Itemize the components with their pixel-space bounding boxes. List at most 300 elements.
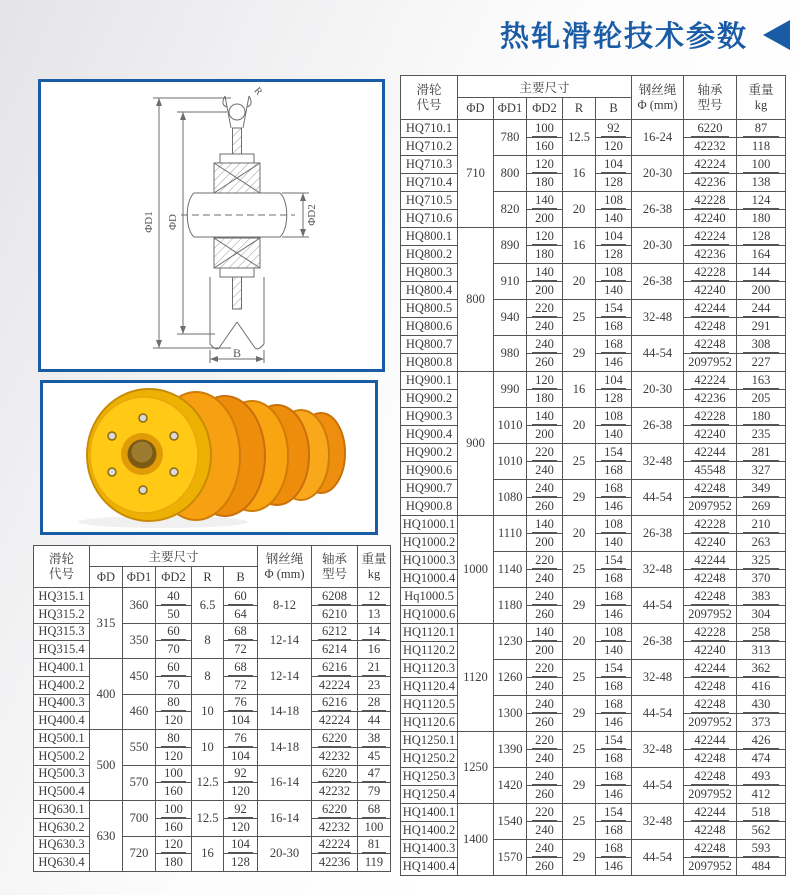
cell-b: 168 [596,696,632,714]
cell-d: 1250 [458,732,494,804]
cell-rope: 14-18 [258,730,312,766]
table-row [401,228,786,246]
cell-weight: 68 [358,801,391,819]
pulley-section-drawing-box [38,79,385,372]
cell-bearing: 2097952 [684,786,737,804]
cell-d2: 100 [156,765,192,783]
cell-weight: 263 [737,534,786,552]
cell-d1: 1540 [494,804,527,840]
cell-weight: 304 [737,606,786,624]
cell-bearing: 6216 [312,694,358,712]
table-row [34,588,391,606]
cell-code: HQ1400.2 [401,822,458,840]
cell-bearing: 6210 [312,605,358,623]
cell-d2: 60 [156,623,192,641]
cell-d2: 100 [527,120,563,138]
cell-bearing: 42248 [684,768,737,786]
cell-code: HQ710.2 [401,138,458,156]
cell-bearing: 42236 [684,174,737,192]
cell-bearing: 42248 [684,822,737,840]
header-line: 型号 [697,97,723,112]
cell-b: 168 [596,678,632,696]
cell-d2: 220 [527,552,563,570]
cell-b: 108 [596,192,632,210]
cell-d2: 180 [527,246,563,264]
cell-weight: 118 [737,138,786,156]
cell-code: HQ1000.4 [401,570,458,588]
cell-d1: 980 [494,336,527,372]
cell-bearing: 42244 [684,300,737,318]
cell-b: 140 [596,426,632,444]
cell-b: 68 [224,659,258,677]
cell-r: 10 [192,730,224,766]
dim-label-d2: ΦD2 [306,204,318,226]
cell-weight: 518 [737,804,786,822]
cell-b: 104 [224,747,258,765]
cell-b: 140 [596,210,632,228]
page-header [500,14,790,55]
right-spec-table-wrap [400,75,785,876]
cell-weight: 13 [358,605,391,623]
cell-bearing: 42248 [684,336,737,354]
cell-d1: 700 [123,801,156,837]
cell-bearing: 42224 [684,228,737,246]
cell-code: HQ710.3 [401,156,458,174]
cell-b: 168 [596,336,632,354]
pulley-section-drawing-svg [41,82,382,369]
header-line: kg [754,97,768,112]
cell-weight: 281 [737,444,786,462]
cell-d2: 200 [527,534,563,552]
cell-rope: 26-38 [632,192,684,228]
cell-b: 76 [224,694,258,712]
cell-weight: 163 [737,372,786,390]
cell-weight: 593 [737,840,786,858]
cell-weight: 14 [358,623,391,641]
cell-r: 12.5 [192,765,224,801]
cell-rope: 20-30 [632,372,684,408]
cell-b: 120 [224,783,258,801]
cell-d2: 200 [527,426,563,444]
cell-rope: 44-54 [632,588,684,624]
cell-d1: 1300 [494,696,527,732]
header-row [34,546,391,567]
cell-weight: 45 [358,747,391,765]
cell-b: 104 [596,156,632,174]
cell-r: 25 [563,804,596,840]
cell-weight: 383 [737,588,786,606]
cell-b: 128 [596,390,632,408]
cell-r: 6.5 [192,588,224,624]
cell-b: 168 [596,588,632,606]
cell-bearing: 42248 [684,678,737,696]
cell-d1: 720 [123,836,156,872]
cell-b: 140 [596,642,632,660]
cell-d1: 550 [123,730,156,766]
cell-b: 168 [596,750,632,768]
cell-d1: 820 [494,192,527,228]
header-line: 轴承 [321,552,347,567]
cell-rope: 26-38 [632,516,684,552]
cell-bearing: 42228 [684,516,737,534]
cell-weight: 124 [737,192,786,210]
cell-bearing: 6220 [312,765,358,783]
header-line: 重量 [748,83,774,98]
cell-r: 29 [563,480,596,516]
table-row [34,694,391,712]
cell-weight: 44 [358,712,391,730]
cell-d2: 160 [156,783,192,801]
cell-code: HQ1000.1 [401,516,458,534]
cell-rope: 26-38 [632,408,684,444]
cell-code: HQ900.2 [401,444,458,462]
cell-code: HQ400.2 [34,676,90,694]
header-line: 代号 [48,566,74,581]
cell-r: 29 [563,696,596,732]
cell-bearing: 42232 [312,818,358,836]
header-line: kg [367,566,381,581]
cell-weight: 180 [737,210,786,228]
cell-weight: 426 [737,732,786,750]
cell-weight: 21 [358,659,391,677]
cell-bearing: 42228 [684,624,737,642]
cell-code: Hq1000.5 [401,588,458,606]
cell-rope: 44-54 [632,840,684,876]
cell-weight: 484 [737,858,786,876]
cell-b: 154 [596,804,632,822]
cell-weight: 81 [358,836,391,854]
cell-bearing: 2097952 [684,714,737,732]
cell-r: 25 [563,660,596,696]
cell-bearing: 42248 [684,750,737,768]
cell-b: 146 [596,354,632,372]
cell-r: 25 [563,552,596,588]
cell-d2: 260 [527,786,563,804]
cell-d2: 240 [527,570,563,588]
col-header-dim: ΦD2 [527,98,563,120]
cell-bearing: 6216 [312,659,358,677]
left-table [33,545,391,872]
cell-d2: 220 [527,660,563,678]
cell-r: 29 [563,768,596,804]
cell-bearing: 2097952 [684,498,737,516]
cell-bearing: 6214 [312,641,358,659]
cell-code: HQ900.4 [401,426,458,444]
cell-d2: 200 [527,210,563,228]
table-row [401,372,786,390]
cell-d2: 180 [156,854,192,872]
cell-weight: 327 [737,462,786,480]
cell-weight: 100 [737,156,786,174]
cell-r: 29 [563,588,596,624]
cell-d1: 890 [494,228,527,264]
col-header-rope [632,76,684,120]
cell-weight: 562 [737,822,786,840]
cell-d2: 120 [527,228,563,246]
cell-code: HQ400.3 [34,694,90,712]
col-header-dim: ΦD [458,98,494,120]
cell-rope: 16-24 [632,120,684,156]
cell-weight: 79 [358,783,391,801]
header-line: 重量 [361,552,387,567]
cell-rope: 26-38 [632,264,684,300]
cell-b: 128 [224,854,258,872]
pulley-photo-box [40,380,378,535]
cell-weight: 235 [737,426,786,444]
cell-bearing: 42240 [684,426,737,444]
cell-b: 60 [224,588,258,606]
cell-weight: 269 [737,498,786,516]
cell-code: HQ315.4 [34,641,90,659]
cell-weight: 180 [737,408,786,426]
cell-d2: 240 [527,696,563,714]
header-line: Φ (mm) [637,97,678,112]
cell-d2: 220 [527,732,563,750]
cell-b: 108 [596,624,632,642]
cell-b: 168 [596,318,632,336]
cell-bearing: 42248 [684,570,737,588]
cell-r: 16 [563,372,596,408]
cell-d2: 160 [156,818,192,836]
cell-r: 20 [563,264,596,300]
cell-d2: 260 [527,714,563,732]
cell-d: 1400 [458,804,494,876]
cell-b: 108 [596,408,632,426]
cell-code: HQ800.3 [401,264,458,282]
cell-d: 1000 [458,516,494,624]
cell-d: 400 [90,659,123,730]
cell-r: 25 [563,444,596,480]
cell-code: HQ1250.2 [401,750,458,768]
cell-bearing: 42236 [684,390,737,408]
cell-d: 630 [90,801,123,872]
table-row [401,516,786,534]
cell-r: 16 [563,228,596,264]
cell-r: 25 [563,300,596,336]
cell-d2: 260 [527,354,563,372]
cell-bearing: 42224 [312,712,358,730]
cell-rope: 26-38 [632,624,684,660]
cell-bearing: 42236 [312,854,358,872]
cell-weight: 164 [737,246,786,264]
cell-d1: 990 [494,372,527,408]
cell-r: 8 [192,659,224,695]
cell-d2: 240 [527,822,563,840]
cell-weight: 100 [358,818,391,836]
cell-rope: 20-30 [258,836,312,872]
cell-code: HQ710.6 [401,210,458,228]
cell-d2: 120 [156,836,192,854]
cell-weight: 28 [358,694,391,712]
col-header-dim: R [192,567,224,588]
cell-d1: 1260 [494,660,527,696]
cell-weight: 430 [737,696,786,714]
cell-r: 16 [192,836,224,872]
cell-d1: 1570 [494,840,527,876]
cell-b: 168 [596,768,632,786]
cell-d1: 1010 [494,444,527,480]
cell-code: HQ800.6 [401,318,458,336]
cell-weight: 16 [358,641,391,659]
cell-weight: 200 [737,282,786,300]
cell-b: 72 [224,641,258,659]
dim-label-d: ΦD [167,214,179,230]
cell-d1: 1390 [494,732,527,768]
cell-weight: 474 [737,750,786,768]
cell-rope: 32-48 [632,660,684,696]
col-header-dim: R [563,98,596,120]
cell-b: 146 [596,858,632,876]
cell-code: HQ630.3 [34,836,90,854]
cell-r: 25 [563,732,596,768]
cell-bearing: 42224 [312,676,358,694]
cell-d: 500 [90,730,123,801]
cell-d1: 1420 [494,768,527,804]
header-row [401,76,786,98]
cell-code: HQ400.1 [34,659,90,677]
cell-code: HQ1400.3 [401,840,458,858]
cell-weight: 373 [737,714,786,732]
cell-d2: 40 [156,588,192,606]
header-line: 滑轮 [48,552,74,567]
cell-rope: 8-12 [258,588,312,624]
cell-rope: 16-14 [258,801,312,837]
col-header-rope [258,546,312,588]
cell-d2: 220 [527,444,563,462]
cell-d2: 140 [527,624,563,642]
cell-r: 29 [563,840,596,876]
cell-b: 146 [596,714,632,732]
table-row [401,624,786,642]
cell-code: HQ800.7 [401,336,458,354]
cell-weight: 258 [737,624,786,642]
cell-b: 168 [596,570,632,588]
cell-code: HQ315.1 [34,588,90,606]
cell-code: HQ500.3 [34,765,90,783]
cell-weight: 87 [737,120,786,138]
cell-code: HQ500.1 [34,730,90,748]
cell-d2: 240 [527,678,563,696]
cell-code: HQ710.1 [401,120,458,138]
cell-weight: 362 [737,660,786,678]
table-row [34,836,391,854]
cell-code: HQ630.4 [34,854,90,872]
cell-bearing: 42228 [684,192,737,210]
cell-bearing: 2097952 [684,858,737,876]
cell-r: 20 [563,516,596,552]
cell-weight: 313 [737,642,786,660]
cell-b: 168 [596,822,632,840]
cell-bearing: 42236 [684,246,737,264]
cell-r: 8 [192,623,224,659]
cell-d2: 120 [156,712,192,730]
cell-d1: 360 [123,588,156,624]
pulley-photo-svg [43,383,375,532]
col-header-dim: ΦD2 [156,567,192,588]
cell-b: 92 [224,801,258,819]
cell-bearing: 42248 [684,840,737,858]
cell-bearing: 6212 [312,623,358,641]
cell-bearing: 42240 [684,282,737,300]
cell-rope: 20-30 [632,228,684,264]
cell-code: HQ900.3 [401,408,458,426]
table-row [34,765,391,783]
cell-d2: 200 [527,642,563,660]
cell-code: HQ1120.4 [401,678,458,696]
cell-weight: 47 [358,765,391,783]
cell-rope: 44-54 [632,336,684,372]
cell-code: HQ800.2 [401,246,458,264]
cell-d: 800 [458,228,494,372]
cell-d2: 260 [527,498,563,516]
col-header-bearing [684,76,737,120]
col-header-bearing [312,546,358,588]
cell-b: 146 [596,498,632,516]
table-row [401,804,786,822]
cell-bearing: 42228 [684,264,737,282]
cell-bearing: 42248 [684,588,737,606]
cell-b: 140 [596,534,632,552]
cell-rope: 12-14 [258,623,312,659]
col-header-dim: B [224,567,258,588]
cell-rope: 44-54 [632,768,684,804]
cell-b: 92 [596,120,632,138]
cell-d2: 70 [156,641,192,659]
cell-code: HQ900.8 [401,498,458,516]
cell-b: 68 [224,623,258,641]
cell-d2: 80 [156,694,192,712]
cell-code: HQ400.4 [34,712,90,730]
cell-bearing: 6220 [312,730,358,748]
cell-r: 20 [563,408,596,444]
cell-bearing: 42244 [684,444,737,462]
cell-bearing: 42248 [684,696,737,714]
cell-code: HQ500.4 [34,783,90,801]
cell-weight: 493 [737,768,786,786]
cell-d: 900 [458,372,494,516]
cell-bearing: 42224 [684,156,737,174]
cell-code: HQ315.2 [34,605,90,623]
cell-d2: 260 [527,858,563,876]
cell-rope: 14-18 [258,694,312,730]
cell-bearing: 42232 [684,138,737,156]
cell-b: 154 [596,444,632,462]
cell-code: HQ710.5 [401,192,458,210]
cell-code: HQ630.1 [34,801,90,819]
cell-d1: 940 [494,300,527,336]
cell-d2: 220 [527,804,563,822]
header-line: 钢丝绳 [265,552,304,567]
cell-d1: 460 [123,694,156,730]
cell-code: HQ900.6 [401,462,458,480]
cell-d2: 240 [527,480,563,498]
cell-d2: 180 [527,390,563,408]
cell-bearing: 42228 [684,408,737,426]
cell-b: 154 [596,552,632,570]
table-row [34,623,391,641]
cell-code: HQ1400.1 [401,804,458,822]
cell-b: 120 [224,818,258,836]
cell-bearing: 45548 [684,462,737,480]
right-table [400,75,786,876]
cell-b: 104 [224,712,258,730]
cell-weight: 205 [737,390,786,408]
cell-r: 12.5 [563,120,596,156]
cell-d2: 120 [527,372,563,390]
cell-bearing: 42244 [684,552,737,570]
cell-d: 315 [90,588,123,659]
cell-b: 104 [596,372,632,390]
